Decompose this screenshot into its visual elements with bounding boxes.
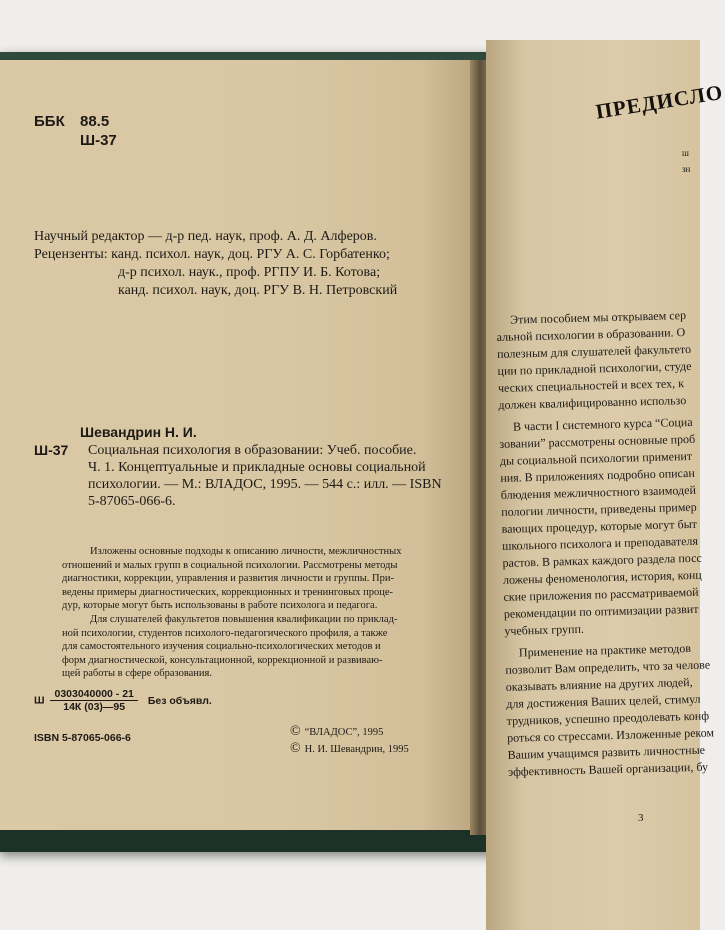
copyright-text: Н. И. Шевандрин, 1995 [304, 744, 409, 755]
reviewer-line: Рецензенты: канд. психол. наук, доц. РГУ А. С. Горбатенко; [34, 247, 390, 262]
preface-line: пологии личности, приведены пример [501, 499, 697, 519]
preface-line: альной психологии в образовании. О [496, 325, 686, 344]
price-note: Без объявл. [147, 694, 212, 707]
fragment-line: ш [682, 148, 689, 158]
publisher-code [34, 688, 212, 713]
author-code: Ш-37 [34, 442, 69, 458]
copyright-symbol: © [290, 741, 301, 756]
description-line: Социальная психология в образовании: Учеб. пособие. [88, 443, 417, 458]
preface-line: ложены феноменология, история, конц [502, 567, 702, 587]
reviewer-line: д-р психол. наук., проф. РГПУ И. Б. Котова; [118, 265, 381, 280]
preface-line: ции по прикладной психологии, студе [497, 358, 692, 378]
preface-line: позволит Вам определить, что за челове [505, 657, 711, 677]
preface-line: вающих процедур, которые могут быт [501, 516, 698, 536]
annotation-line: для самостоятельного изучения социально-психологических методов и [62, 641, 381, 653]
isbn: ISBN 5-87065-066-6 [34, 732, 131, 744]
copyright-text: “ВЛАДОС”, 1995 [304, 727, 384, 738]
annotation-line: ведены примеры диагностических, коррекционных и тренинговых проце- [62, 586, 393, 598]
annotation-line: форм диагностической, консультационной, коррекционной и развиваю- [62, 654, 383, 666]
preface-line: должен квалифицированно использо [498, 393, 687, 412]
preface-line: Применение на практике методов [518, 641, 692, 660]
right-page [486, 40, 725, 930]
publisher-code-letter: Ш [34, 694, 45, 707]
publisher-code-denominator: 14К (03)—95 [63, 701, 126, 713]
bibliographic-description [88, 442, 448, 510]
preface-line: блюдения межличностного взаимодей [500, 482, 697, 502]
editor-line: Научный редактор — д-р пед. наук, проф. А. Д. Алферов. [34, 229, 377, 244]
annotation-line: ной психологии, студентов психолого-педагогического профиля, а также [62, 627, 388, 639]
preface-line: ды социальной психологии применит [499, 448, 693, 468]
bbk-value: 88.5 [80, 113, 110, 130]
bbk-label: ББК [34, 113, 65, 130]
annotation-line: Для слушателей факультетов повышения квалификации по приклад- [90, 613, 398, 625]
publisher-code-numerator: 0303040000 - 21 [50, 688, 137, 701]
annotation-line: диагностики, коррекции, управления и развития личности и группы. При- [62, 573, 394, 585]
reviewer-line: канд. психол. наук, доц. РГУ В. Н. Петровский [118, 283, 398, 298]
preface-line: В части I системного курса “Социа [512, 414, 693, 434]
preface-line: зовании” рассмотрены основные проб [499, 431, 696, 451]
preface-body [496, 307, 715, 781]
preface-line: Этим пособием мы открываем сер [510, 308, 687, 327]
annotation-line: щей работы в сфере образования. [62, 668, 213, 680]
annotation-line: Изложены основные подходы к описанию личности, межличностных [90, 546, 402, 557]
catalog-code: Ш-37 [80, 132, 117, 149]
preface-line: школьного психолога и преподавателя [501, 533, 699, 553]
copyright-line [290, 741, 409, 757]
publisher-code-fraction [50, 688, 137, 713]
preface-line: роться со стрессами. Изложенные реком [506, 725, 715, 745]
annotation [62, 545, 452, 681]
fragment-line: зн [682, 164, 691, 174]
preface-line: трудников, успешно преодолевать конф [506, 708, 710, 728]
preface-line: ния. В приложениях подробно описан [500, 465, 695, 485]
description-line: психологии. — М.: ВЛАДОС, 1995. — 544 с.: илл. — ISBN [88, 477, 442, 492]
preface-line: ские приложения по рассматриваемой [503, 584, 699, 604]
annotation-line: дур, которые могут быть использованы в работе психолога и педагога. [62, 600, 378, 612]
preface-line: для достижения Ваших целей, стимул [506, 691, 701, 711]
preface-title: ПРЕДИСЛО [594, 79, 725, 124]
preface-line: эффективность Вашей организации, бу [507, 759, 709, 779]
description-line: Ч. 1. Концептуальные и прикладные основы социальной [88, 460, 426, 475]
preface-line: полезным для слушателей факультето [496, 341, 692, 361]
preface-line: Вашим учащимся развить личностные [507, 742, 706, 762]
page-number: 3 [638, 812, 644, 824]
bbk-block [34, 112, 117, 150]
preface-line: растов. В рамках каждого раздела посс [502, 550, 702, 570]
copyright-symbol: © [290, 724, 301, 739]
author-heading: Шевандрин Н. И. [80, 424, 197, 440]
annotation-line: отношений и малых групп в социальной психологии. Рассмотрены методы [62, 559, 398, 571]
preface-line: рекомендации по оптимизации развит [503, 601, 699, 621]
copyright-line [290, 724, 383, 740]
preface-line: учебных групп. [504, 621, 585, 638]
description-line: 5-87065-066-6. [88, 494, 176, 509]
preface-line: оказывать влияние на других людей, [505, 674, 693, 694]
preface-line: ческих специальностей и всех тех, к [497, 376, 685, 395]
